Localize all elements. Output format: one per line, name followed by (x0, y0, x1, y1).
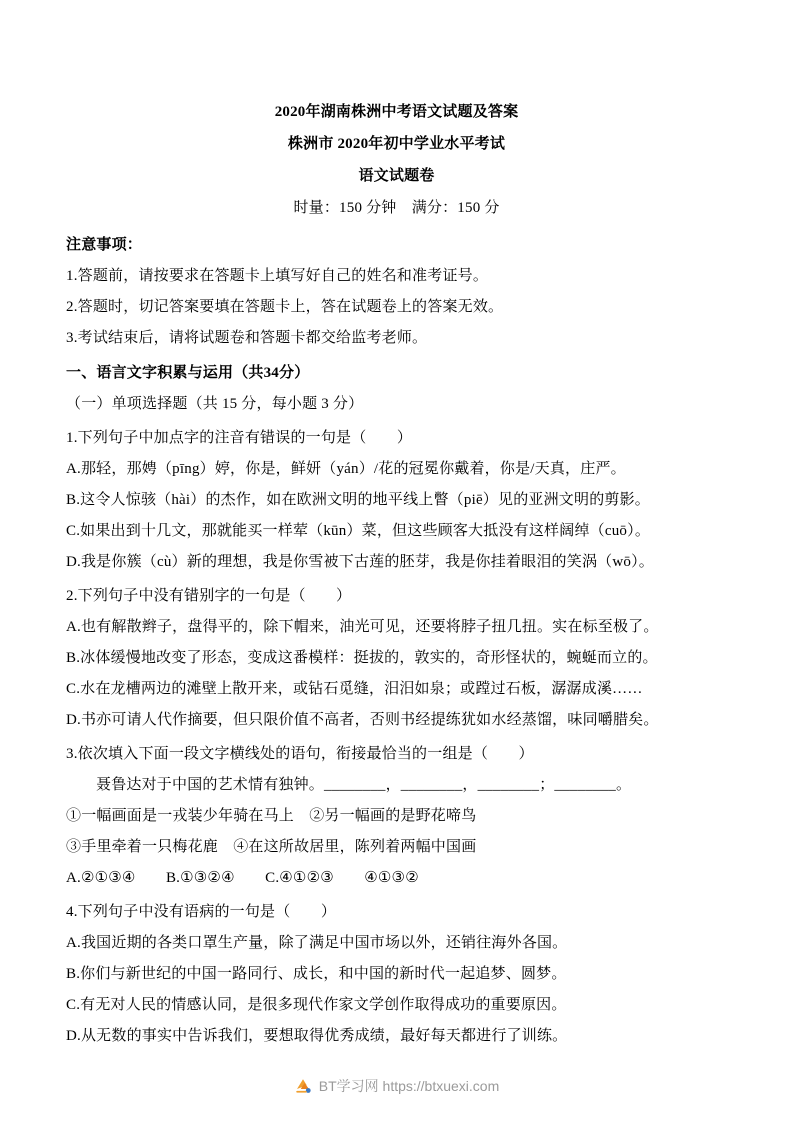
q4-option-d: D.从无数的事实中告诉我们，要想取得优秀成绩，最好每天都进行了训练。 (66, 1028, 568, 1044)
paper-name: 语文试题卷 (358, 168, 435, 184)
notice-item-1: 1.答题前，请按要求在答题卡上填写好自己的姓名和准考证号。 (66, 268, 489, 284)
q2-option-a: A.也有解散辫子，盘得平的，除下帽来，油光可见，还要将脖子扭几扭。实在标至极了。 (66, 619, 659, 635)
doc-subtitle: 株洲市 2020年初中学业水平考试 (287, 136, 506, 152)
footer-site-text: BT学习网 https://btxuexi.com (318, 1078, 500, 1094)
notice-item-3: 3.考试结束后，请将试题卷和答题卡都交给监考老师。 (66, 330, 428, 346)
q3-items-line-2: ③手里牵着一只梅花鹿 ④在这所故居里，陈列着两幅中国画 (66, 839, 477, 855)
q4-option-a: A.我国近期的各类口罩生产量，除了满足中国市场以外，还销往海外各国。 (66, 935, 568, 951)
q4-option-b: B.你们与新世纪的中国一路同行、成长，和中国的新时代一起追梦、圆梦。 (66, 966, 567, 982)
q1-option-d: D.我是你簇（cù）新的理想，我是你雪被下古莲的胚芽，我是你挂着眼泪的笑涡（wō）。 (66, 554, 654, 570)
subsection-heading: （一）单项选择题（共 15 分，每小题 3 分） (66, 396, 364, 412)
q3-choices: A.②①③④ B.①③②④ C.④①②③ ④①③② (66, 870, 419, 886)
q2-option-b: B.冰体缓慢地改变了形态，变成这番模样：挺拔的，敦实的，奇形怪状的，蜿蜒而立的。 (66, 650, 658, 666)
q4-stem: 4.下列句子中没有语病的一句是（ ） (66, 904, 337, 920)
document-header (66, 96, 727, 224)
q1-option-c: C.如果出到十几文，那就能买一样荤（kūn）菜，但这些顾客大抵没有这样阔绰（cuō）。 (66, 523, 651, 539)
site-footer (0, 1076, 793, 1096)
notice-heading: 注意事项： (66, 237, 143, 253)
doc-title: 2020年湖南株洲中考语文试题及答案 (274, 104, 519, 120)
section-one-heading: 一、语言文字积累与运用（共34分） (66, 365, 310, 381)
bt-learning-logo-icon (294, 1077, 312, 1095)
q4-option-c: C.有无对人民的情感认同，是很多现代作家文学创作取得成功的重要原因。 (66, 997, 567, 1013)
q3-stem: 3.依次填入下面一段文字横线处的语句，衔接最恰当的一组是（ ） (66, 746, 534, 762)
notice-item-2: 2.答题时，切记答案要填在答题卡上，答在试题卷上的答案无效。 (66, 299, 504, 315)
q3-items-line-1: ①一幅画面是一戎装少年骑在马上 ②另一幅画的是野花啼鸟 (66, 808, 477, 824)
q2-option-d: D.书亦可请人代作摘要，但只限价值不高者，否则书经提练犹如水经蒸馏，味同嚼腊矣。 (66, 712, 659, 728)
q1-option-b: B.这令人惊骇（hài）的杰作，如在欧洲文明的地平线上瞥（piē）见的亚洲文明的剪影。 (66, 492, 651, 508)
q1-option-a: A.那轻，那娉（pīng）婷，你是，鲜妍（yán）/花的冠冕你戴着，你是/天真，庄严。 (66, 461, 626, 477)
q2-option-c: C.水在龙槽两边的滩壁上散开来，或钻石觅缝，汨汨如泉；或蹚过石板，潺潺成溪…… (66, 681, 643, 697)
q2-stem: 2.下列句子中没有错别字的一句是（ ） (66, 588, 352, 604)
q1-stem: 1.下列句子中加点字的注音有错误的一句是（ ） (66, 430, 413, 446)
time-score-line: 时量：150 分钟 满分：150 分 (293, 200, 500, 216)
q3-passage: 聂鲁达对于中国的艺术情有独钟。________，________，________；________。 (96, 777, 632, 793)
